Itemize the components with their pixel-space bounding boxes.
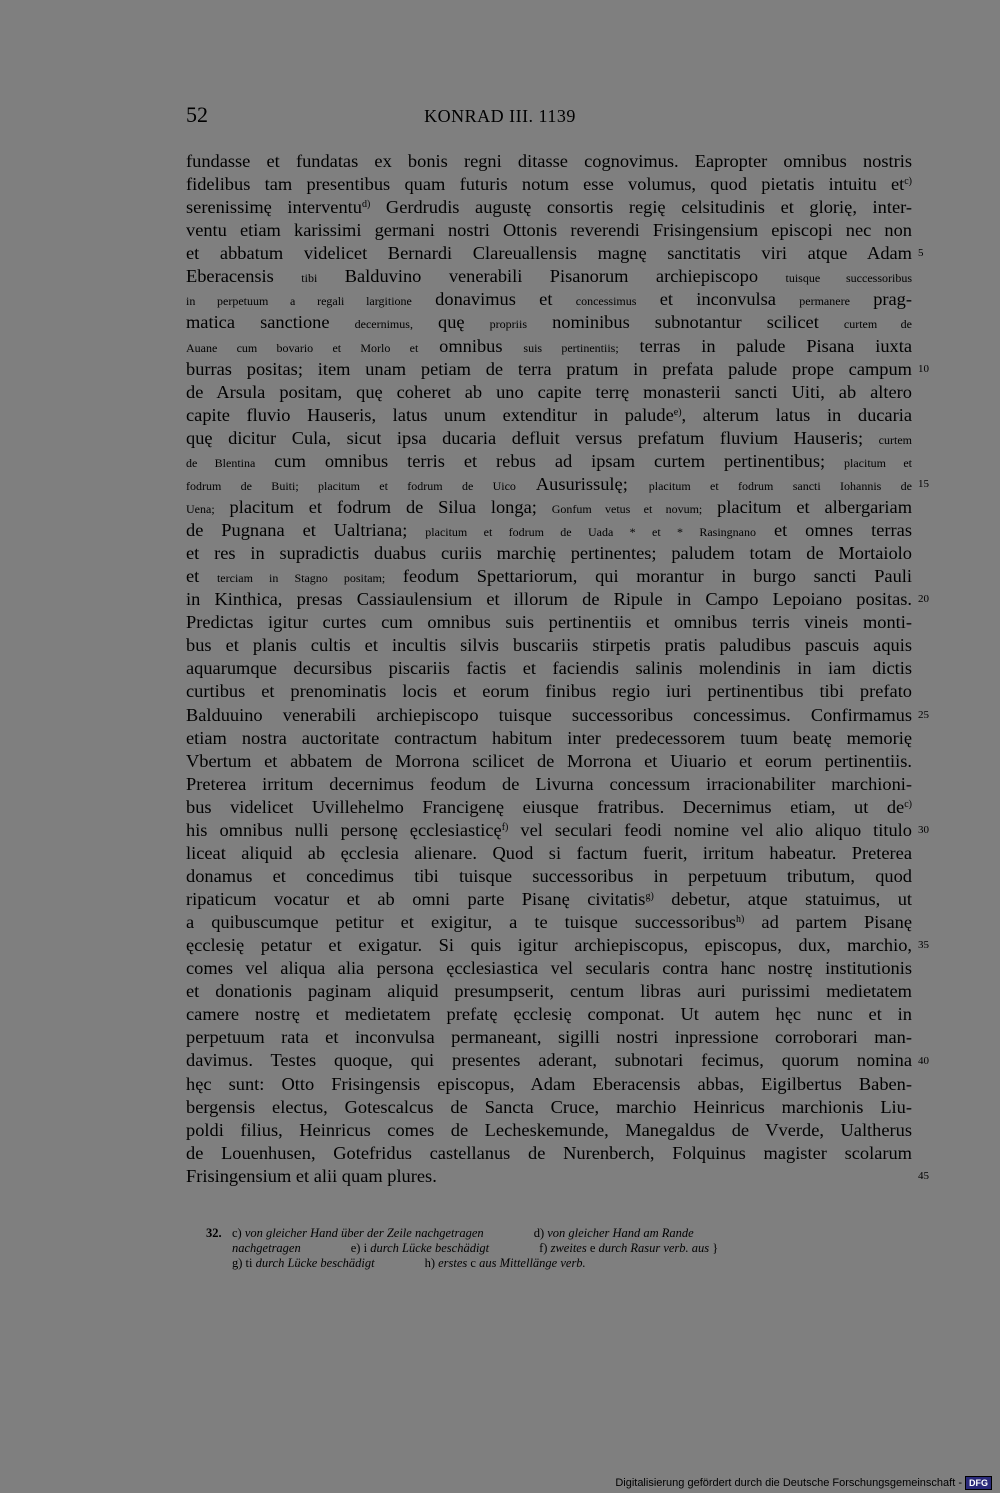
- text-line: curtibus et prenominatis locis et eorum finibus regio iuri pertinentibus tibi prefato: [186, 681, 912, 702]
- text-line: capite fluvio Hauseris, latus unum extenditur in palude$^{e)}$, alterum latus in ducaria: [186, 404, 912, 425]
- text-line: ęcclesię petatur et exigatur. Si quis igitur archiepiscopus, episcopus, dux, marchio,: [186, 935, 912, 956]
- text-line: Eberacensis tibi Balduvino venerabili Pisanorum archiepiscopo tuisque successoribus: [186, 266, 912, 287]
- running-title: KONRAD III. 1139: [424, 106, 576, 126]
- text-line: comes vel aliqua alia persona ęcclesiastica vel secularis contra hanc nostrę institutionis: [186, 958, 912, 979]
- text-line: fodrum de Buiti; placitum et fodrum de Uico Ausurissulę; placitum et fodrum sancti Iohannis de: [186, 473, 912, 494]
- text-line: etiam nostra auctoritate contractum habitum inter predecessorem tuum beatę memorię: [186, 727, 912, 748]
- text-line: Balduuino venerabili archiepiscopo tuisque successoribus concessimus. Confirmamus: [186, 704, 912, 725]
- line-number: 5: [918, 247, 924, 260]
- line-number: 40: [918, 1054, 929, 1067]
- footnote-line: g) ti durch Lücke beschädigt h) erstes c aus Mittellänge verb.: [232, 1256, 586, 1270]
- text-line: quę dicitur Cula, sicut ipsa ducaria defluit versus prefatum fluvium Hauseris; curtem: [186, 427, 912, 448]
- footnote-marker: g): [645, 891, 654, 902]
- footnote-marker: c): [904, 176, 912, 188]
- footnote-marker: h): [736, 914, 745, 926]
- footnote-marker: d): [361, 199, 371, 211]
- text-line: in Kinthica, presas Cassiaulensium et illorum de Ripule in Campo Lepoiano positas.: [186, 589, 912, 610]
- text-line: poldi filius, Heinricus comes de Lecheskemunde, Manegaldus de Vverde, Ualtherus: [186, 1119, 912, 1140]
- text-line: camere nostrę et medietatem prefatę ęcclesię componat. Ut autem hęc nunc et in: [186, 1004, 912, 1025]
- text-line: Frisingensium et alii quam plures.: [186, 1165, 437, 1186]
- footnote-marker: e): [673, 406, 682, 418]
- text-line: Vbertum et abbatem de Morrona scilicet de Morrona et Uiuario et eorum pertinentiis.: [186, 750, 912, 771]
- text-line: bergensis electus, Gotescalcus de Sancta Cruce, marchio Heinricus marchionis Liu-: [186, 1096, 912, 1117]
- line-number: 15: [918, 478, 929, 490]
- funding-credit: [615, 1476, 992, 1490]
- line-number: 35: [918, 939, 929, 952]
- line-number: 45: [918, 1170, 929, 1182]
- text-line: fidelibus tam presentibus quam futuris notum esse volumus, quod pietatis intuitu $et^{c)}$: [186, 174, 912, 195]
- text-line: Uena; placitum et fodrum de Silua longa; Gonfum vetus et novum; placitum et albergariam: [186, 496, 912, 517]
- text-line: de Arsula positam, quę coheret ab uno capite terrę monasterii sancti Uiti, ab altero: [186, 381, 912, 402]
- text-line: bus et planis cultis et incultis silvis buscariis stirpetis pratis paludibus pascuis aquis: [186, 635, 912, 656]
- text-line: in perpetuum a regali largitione donavimus et concessimus et inconvulsa permanere prag-: [186, 289, 912, 310]
- text-line: de Blentina cum omnibus terris et rebus ad ipsam curtem pertinentibus; placitum et: [186, 450, 912, 471]
- text-line: ripaticum vocatur et ab omni parte Pisanę civitatis$^{g)}$ debetur, atque statuimus, ut: [186, 889, 912, 909]
- document-number: 32.: [206, 1226, 222, 1240]
- text-line: Preterea irritum decernimus feodum de Livurna concessum irracionabiliter marchioni-: [186, 773, 912, 794]
- text-line: et donationis paginam aliquid presumpserit, centum libras auri purissimi medietatem: [186, 981, 912, 1002]
- text-line: et terciam in Stagno positam; feodum Spettariorum, qui morantur in burgo sancti Pauli: [186, 566, 912, 587]
- text-line: burras positas; item unam petiam de terra pratum in prefata palude prope campum: [186, 358, 912, 379]
- text-line: Predictas igitur curtes cum omnibus suis pertinentiis et omnibus terris vineis monti-: [186, 612, 912, 633]
- text-line: a quibuscumque petitur et exigitur, a te tuisque successoribus$^{h)}$ ad partem Pisanę: [186, 912, 912, 933]
- footnote-marker: c): [904, 798, 912, 810]
- line-number: 30: [918, 824, 929, 836]
- text-line: perpetuum rata et inconvulsa permaneant, sigilli nostri inpressione corroborari man-: [186, 1027, 912, 1048]
- text-line: aquarumque decursibus piscariis factis et faciendis salinis molendinis in iam dictis: [186, 658, 912, 679]
- text-line: donamus et concedimus tibi tuisque successoribus in perpetuum tributum, quod: [186, 865, 912, 886]
- text-line: davimus. Testes quoque, qui presentes aderant, subnotari fecimus, quorum nomina: [186, 1050, 912, 1071]
- text-line: de Louenhusen, Gotefridus castellanus de Nurenberch, Folquinus magister scolarum: [186, 1142, 912, 1163]
- charter-text: [186, 150, 912, 1188]
- dfg-logo-icon: DFG: [965, 1476, 992, 1490]
- line-number: 10: [918, 362, 929, 375]
- line-number: 25: [918, 708, 929, 721]
- footnote-line: 32. c) von gleicher Hand über der Zeile nachgetragen d) von gleicher Hand am Rande: [206, 1226, 694, 1240]
- line-number: 20: [918, 593, 929, 606]
- text-line: fundasse et fundatas ex bonis regni ditasse cognovimus. Eapropter omnibus nostris: [186, 151, 912, 171]
- text-line: et res in supradictis duabus curiis marchię pertinentes; paludem totam de Mortaiolo: [186, 543, 912, 564]
- text-line: Auane cum bovario et Morlo et omnibus suis pertinentiis; terras in palude Pisana iuxta: [186, 335, 912, 356]
- text-line: hęc sunt: Otto Frisingensis episcopus, Adam Eberacensis abbas, Eigilbertus Baben-: [186, 1073, 912, 1094]
- text-line: ventu etiam karissimi germani nostri Ottonis reverendi Frisingensium episcopi nec non: [186, 220, 912, 241]
- text-line: et abbatum videlicet Bernardi Clareuallensis magnę sanctitatis viri atque Adam: [186, 243, 912, 264]
- text-line: de Pugnana et Ualtriana; placitum et fodrum de Uada * et * Rasingnano et omnes terras: [186, 520, 912, 540]
- critical-apparatus: [206, 1226, 910, 1271]
- footnote-marker: f): [501, 821, 509, 833]
- credit-text: Digitalisierung gefördert durch die Deutsche Forschungsgemeinschaft -: [615, 1477, 962, 1489]
- text-line: liceat aliquid ab ęcclesia alienare. Quod si factum fuerit, irritum habeatur. Preterea: [186, 842, 912, 863]
- text-line: bus videlicet Uvillehelmo Francigenę eiusque fratribus. Decernimus etiam, ut $de^{c)}$: [186, 796, 912, 817]
- text-line: matica sanctione decernimus, quę propriis nominibus subnotantur scilicet curtem de: [186, 312, 912, 333]
- text-line: serenissimę interventu$^{d)}$ Gerdrudis augustę consortis regię celsitudinis et glorię, inter-: [186, 197, 912, 218]
- footnote-line: nachgetragen e) i durch Lücke beschädigt f) zweites e durch Rasur verb. aus }: [232, 1241, 719, 1255]
- text-line: his omnibus nulli personę ęcclesiasticę$^{f)}$ vel seculari feodi nomine vel alio aliquo titulo: [186, 819, 912, 840]
- page-number: 52: [186, 102, 208, 127]
